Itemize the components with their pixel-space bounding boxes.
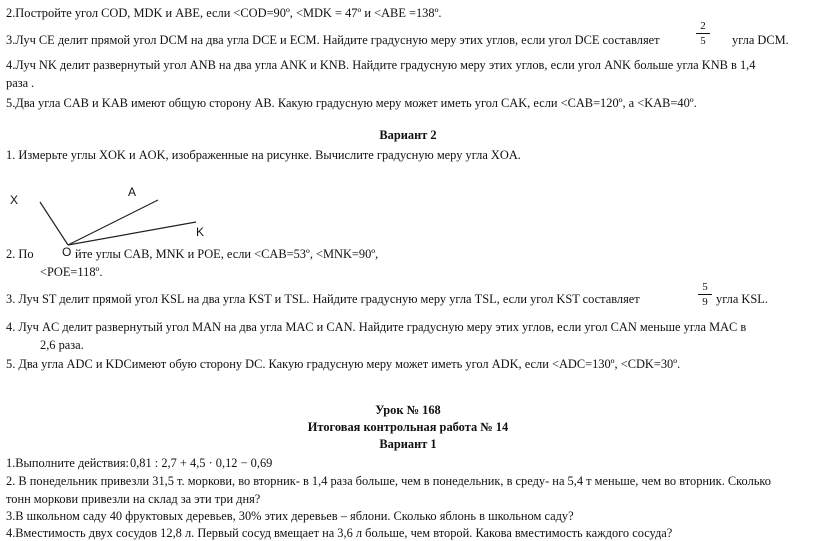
- lesson-task-4: 4.Вместимость двух сосудов 12,8 л. Первый сосуд вмещает на 3,6 л больше, чем второй. Какова вместимость каждого сосуда?: [6, 526, 673, 540]
- lesson-task-1-expression: 0,81 : 2,7 + 4,5 · 0,12 − 0,69: [130, 456, 273, 470]
- fraction-denominator: 9: [702, 296, 708, 308]
- task-4-top-line2: раза .: [6, 76, 35, 90]
- lesson-task-2-line2: тонн моркови привезли на склад за эти три дня?: [6, 492, 261, 506]
- lesson-title: Урок № 168: [375, 403, 441, 417]
- ray-ok: [68, 222, 196, 245]
- fraction-denominator: 5: [700, 35, 706, 47]
- figure-label-x: X: [10, 193, 19, 207]
- figure-label-a: A: [128, 185, 137, 199]
- task-4-top-line1: 4.Луч NK делит развернутый угол ANB на два угла ANK и KNB. Найдите градусную меру этих углов, если угол ANK больше угла KNB в 1,4: [6, 58, 756, 72]
- variant-2-heading: Вариант 2: [379, 128, 437, 142]
- variant-2-task-5: 5. Два угла ADC и KDCимеют обую сторону DC. Какую градусную меру может иметь угол ADK, если <ADC=130º, <CDK=30º.: [6, 357, 681, 371]
- variant-2-task-4-line2: 2,6 раза.: [40, 338, 84, 352]
- task-5-top: 5.Два угла CAB и KAB имеют общую сторону AB. Какую градусную меру может иметь угол CAK, если <CAB=120º, а <KAB=40º.: [6, 96, 697, 110]
- variant-2-task-3-tail: угла KSL.: [716, 292, 768, 306]
- variant-2-task-2-start: 2. По: [6, 247, 34, 261]
- fraction-numerator: 5: [702, 281, 708, 293]
- variant-2-task-2-rest: йте углы CAB, MNK и POE, если <CAB=53º, <MNK=90º,: [75, 247, 379, 261]
- variant-2-task-2-line2: <POE=118º.: [40, 265, 103, 279]
- task-3-top-text: 3.Луч CE делит прямой угол DCM на два угла DCE и ECM. Найдите градусную меру этих углов, если угол DCE составляет: [6, 33, 660, 47]
- lesson-task-1-label: 1.Выполните действия:: [6, 456, 129, 470]
- variant-2-task-1: 1. Измерьте углы XOK и AOK, изображенные на рисунке. Вычислите градусную меру угла XOA.: [6, 148, 521, 162]
- ray-ox: [40, 202, 68, 245]
- task-3-top-tail: угла DCM.: [732, 33, 789, 47]
- lesson-subtitle: Итоговая контрольная работа № 14: [307, 420, 509, 434]
- variant-2-task-3-text: 3. Луч ST делит прямой угол KSL на два угла KST и TSL. Найдите градусную меру угла TSL, если угол KST составляет: [6, 292, 640, 306]
- fraction-5-9: [698, 281, 712, 308]
- figure-label-k: K: [196, 225, 205, 239]
- variant-2-task-4-line1: 4. Луч AC делит развернутый угол MAN на два угла MAC и CAN. Найдите градусную меру этих углов, если угол CAN меньше угла MAC в: [6, 320, 747, 334]
- fraction-numerator: 2: [700, 20, 706, 32]
- lesson-task-2-line1: 2. В понедельник привезли 31,5 т. моркови, во вторник- в 1,4 раза больше, чем в понедельник, в среду- на 5,4 т меньше, чем во вторник. Сколько: [6, 474, 771, 488]
- figure-label-o: O: [62, 245, 72, 259]
- lesson-task-3: 3.В школьном саду 40 фруктовых деревьев, 30% этих деревьев – яблони. Сколько яблонь в школьном саду?: [6, 509, 574, 523]
- task-2-top: 2.Постройте угол COD, MDK и ABE, если <COD=90º, <MDK = 47º и <ABE =138º.: [6, 6, 442, 20]
- ray-oa: [68, 200, 158, 245]
- lesson-variant-1: Вариант 1: [379, 437, 437, 451]
